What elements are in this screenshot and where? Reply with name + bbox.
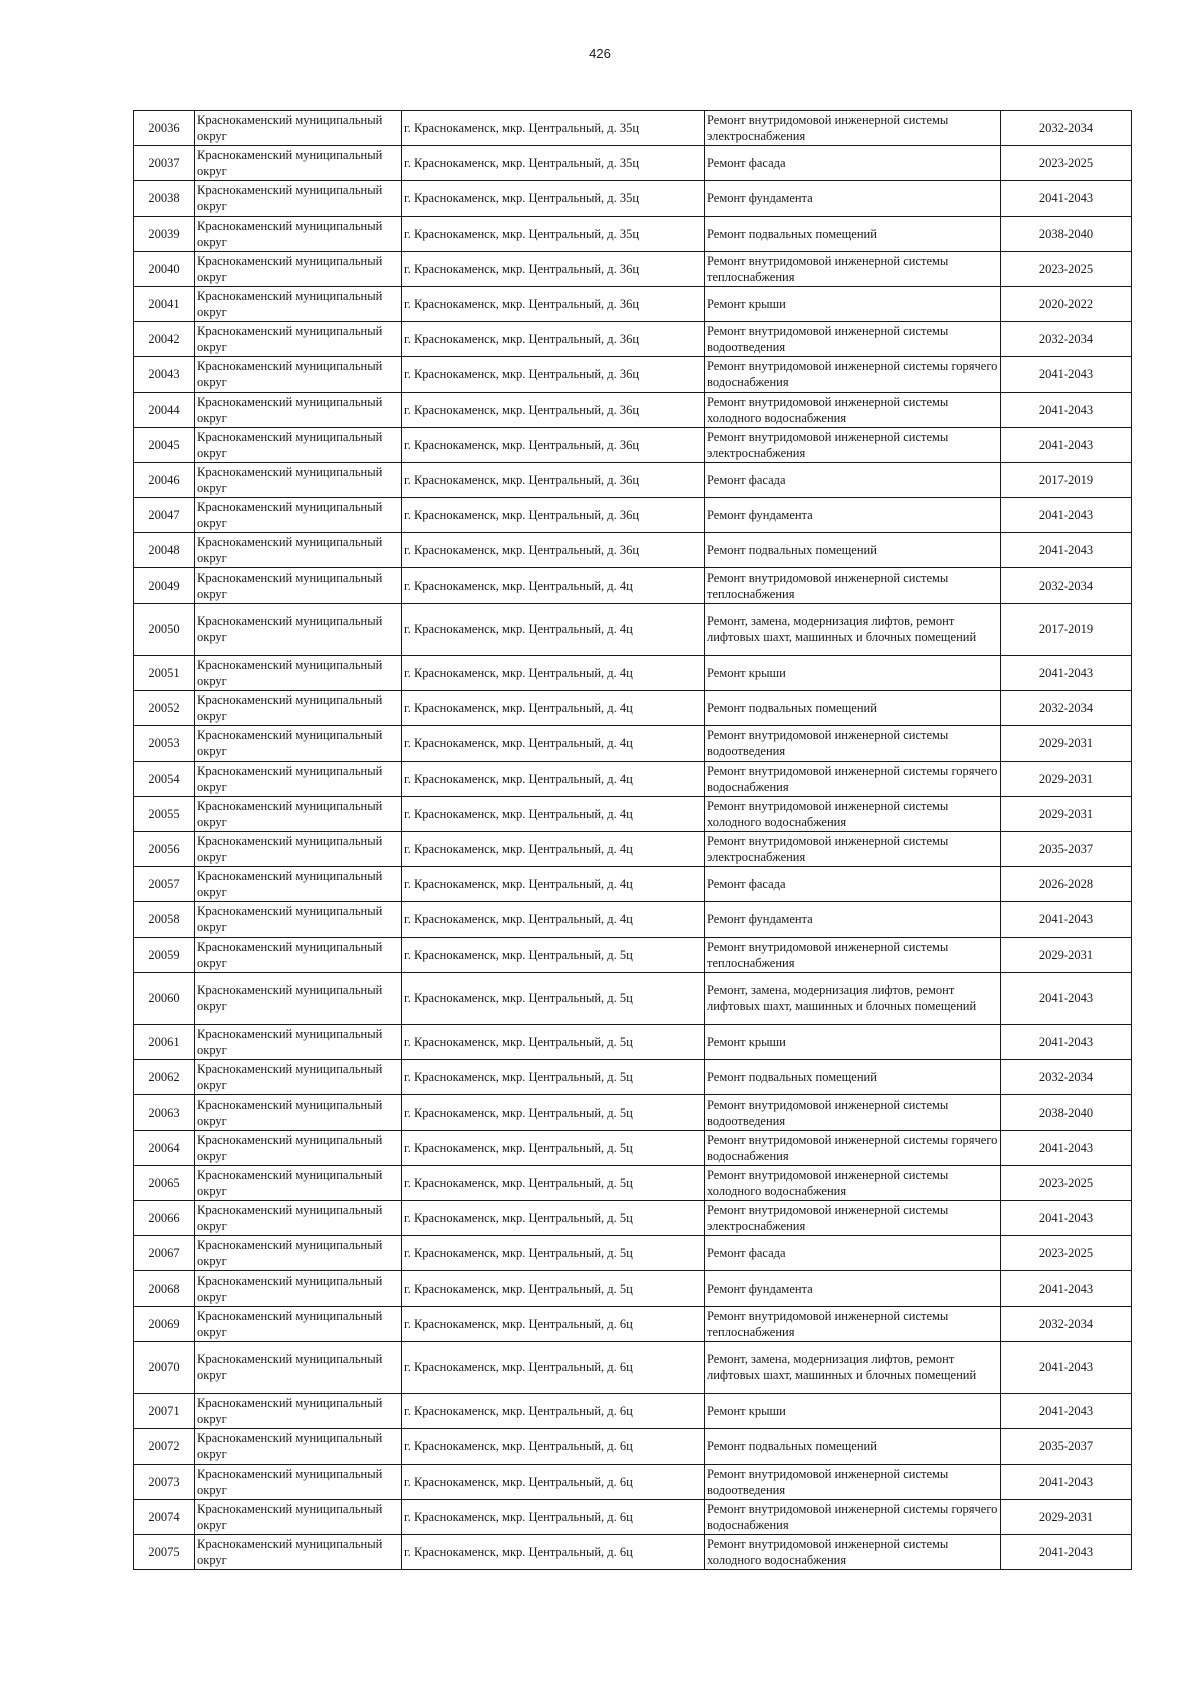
municipality-cell: Краснокаменский муниципальный округ [195, 498, 402, 533]
address-cell: г. Краснокаменск, мкр. Центральный, д. 5ц [402, 937, 705, 972]
period-cell: 2035-2037 [1001, 1429, 1132, 1464]
row-number-cell: 20073 [134, 1464, 195, 1499]
table-row [134, 427, 1132, 462]
table-row [134, 603, 1132, 655]
period-cell: 2017-2019 [1001, 603, 1132, 655]
row-number-cell: 20043 [134, 357, 195, 392]
table-row [134, 111, 1132, 146]
table-row [134, 867, 1132, 902]
row-number-cell: 20046 [134, 462, 195, 497]
table-row [134, 796, 1132, 831]
address-cell: г. Краснокаменск, мкр. Центральный, д. 6ц [402, 1534, 705, 1569]
row-number-cell: 20058 [134, 902, 195, 937]
address-cell: г. Краснокаменск, мкр. Центральный, д. 36ц [402, 286, 705, 321]
municipality-cell: Краснокаменский муниципальный округ [195, 867, 402, 902]
municipality-cell: Краснокаменский муниципальный округ [195, 568, 402, 603]
table-row [134, 1165, 1132, 1200]
row-number-cell: 20069 [134, 1306, 195, 1341]
row-number-cell: 20055 [134, 796, 195, 831]
table-row [134, 146, 1132, 181]
address-cell: г. Краснокаменск, мкр. Центральный, д. 6ц [402, 1394, 705, 1429]
table-row [134, 726, 1132, 761]
address-cell: г. Краснокаменск, мкр. Центральный, д. 5ц [402, 1095, 705, 1130]
row-number-cell: 20054 [134, 761, 195, 796]
address-cell: г. Краснокаменск, мкр. Центральный, д. 4ц [402, 761, 705, 796]
row-number-cell: 20063 [134, 1095, 195, 1130]
period-cell: 2041-2043 [1001, 498, 1132, 533]
period-cell: 2032-2034 [1001, 568, 1132, 603]
period-cell: 2041-2043 [1001, 1534, 1132, 1569]
registry-table [133, 110, 1132, 1570]
table-row [134, 251, 1132, 286]
municipality-cell: Краснокаменский муниципальный округ [195, 1165, 402, 1200]
work-type-cell: Ремонт внутридомовой инженерной системы горячего водоснабжения [705, 1130, 1001, 1165]
work-type-cell: Ремонт внутридомовой инженерной системы холодного водоснабжения [705, 392, 1001, 427]
address-cell: г. Краснокаменск, мкр. Центральный, д. 4ц [402, 831, 705, 866]
address-cell: г. Краснокаменск, мкр. Центральный, д. 5ц [402, 1025, 705, 1060]
address-cell: г. Краснокаменск, мкр. Центральный, д. 4ц [402, 656, 705, 691]
address-cell: г. Краснокаменск, мкр. Центральный, д. 5ц [402, 1236, 705, 1271]
work-type-cell: Ремонт внутридомовой инженерной системы горячего водоснабжения [705, 357, 1001, 392]
address-cell: г. Краснокаменск, мкр. Центральный, д. 35ц [402, 181, 705, 216]
period-cell: 2029-2031 [1001, 726, 1132, 761]
table-row [134, 831, 1132, 866]
municipality-cell: Краснокаменский муниципальный округ [195, 1095, 402, 1130]
municipality-cell: Краснокаменский муниципальный округ [195, 1306, 402, 1341]
address-cell: г. Краснокаменск, мкр. Центральный, д. 5ц [402, 1130, 705, 1165]
period-cell: 2032-2034 [1001, 322, 1132, 357]
municipality-cell: Краснокаменский муниципальный округ [195, 462, 402, 497]
work-type-cell: Ремонт внутридомовой инженерной системы электроснабжения [705, 111, 1001, 146]
table-row [134, 761, 1132, 796]
address-cell: г. Краснокаменск, мкр. Центральный, д. 35ц [402, 146, 705, 181]
period-cell: 2041-2043 [1001, 1201, 1132, 1236]
period-cell: 2041-2043 [1001, 392, 1132, 427]
row-number-cell: 20064 [134, 1130, 195, 1165]
period-cell: 2041-2043 [1001, 972, 1132, 1024]
table-row [134, 357, 1132, 392]
row-number-cell: 20037 [134, 146, 195, 181]
table-row [134, 972, 1132, 1024]
municipality-cell: Краснокаменский муниципальный округ [195, 726, 402, 761]
period-cell: 2041-2043 [1001, 1464, 1132, 1499]
municipality-cell: Краснокаменский муниципальный округ [195, 322, 402, 357]
address-cell: г. Краснокаменск, мкр. Центральный, д. 4ц [402, 726, 705, 761]
work-type-cell: Ремонт внутридомовой инженерной системы горячего водоснабжения [705, 761, 1001, 796]
address-cell: г. Краснокаменск, мкр. Центральный, д. 5ц [402, 1271, 705, 1306]
period-cell: 2035-2037 [1001, 831, 1132, 866]
table-row [134, 1271, 1132, 1306]
row-number-cell: 20036 [134, 111, 195, 146]
work-type-cell: Ремонт внутридомовой инженерной системы водоотведения [705, 1464, 1001, 1499]
row-number-cell: 20040 [134, 251, 195, 286]
period-cell: 2041-2043 [1001, 656, 1132, 691]
row-number-cell: 20062 [134, 1060, 195, 1095]
row-number-cell: 20075 [134, 1534, 195, 1569]
row-number-cell: 20050 [134, 603, 195, 655]
table-row [134, 286, 1132, 321]
period-cell: 2041-2043 [1001, 427, 1132, 462]
row-number-cell: 20061 [134, 1025, 195, 1060]
period-cell: 2038-2040 [1001, 1095, 1132, 1130]
municipality-cell: Краснокаменский муниципальный округ [195, 1341, 402, 1393]
municipality-cell: Краснокаменский муниципальный округ [195, 1025, 402, 1060]
registry-table-body [134, 111, 1132, 1570]
table-row [134, 656, 1132, 691]
row-number-cell: 20041 [134, 286, 195, 321]
table-row [134, 1060, 1132, 1095]
municipality-cell: Краснокаменский муниципальный округ [195, 796, 402, 831]
address-cell: г. Краснокаменск, мкр. Центральный, д. 36ц [402, 392, 705, 427]
work-type-cell: Ремонт внутридомовой инженерной системы холодного водоснабжения [705, 1165, 1001, 1200]
work-type-cell: Ремонт крыши [705, 656, 1001, 691]
table-row [134, 1429, 1132, 1464]
period-cell: 2017-2019 [1001, 462, 1132, 497]
address-cell: г. Краснокаменск, мкр. Центральный, д. 4ц [402, 902, 705, 937]
period-cell: 2023-2025 [1001, 146, 1132, 181]
row-number-cell: 20042 [134, 322, 195, 357]
row-number-cell: 20038 [134, 181, 195, 216]
work-type-cell: Ремонт, замена, модернизация лифтов, ремонт лифтовых шахт, машинных и блочных помещений [705, 603, 1001, 655]
address-cell: г. Краснокаменск, мкр. Центральный, д. 35ц [402, 111, 705, 146]
table-row [134, 937, 1132, 972]
address-cell: г. Краснокаменск, мкр. Центральный, д. 36ц [402, 322, 705, 357]
table-row [134, 322, 1132, 357]
work-type-cell: Ремонт подвальных помещений [705, 1060, 1001, 1095]
row-number-cell: 20044 [134, 392, 195, 427]
row-number-cell: 20068 [134, 1271, 195, 1306]
table-row [134, 498, 1132, 533]
row-number-cell: 20060 [134, 972, 195, 1024]
table-row [134, 462, 1132, 497]
municipality-cell: Краснокаменский муниципальный округ [195, 603, 402, 655]
address-cell: г. Краснокаменск, мкр. Центральный, д. 6ц [402, 1464, 705, 1499]
period-cell: 2029-2031 [1001, 1499, 1132, 1534]
municipality-cell: Краснокаменский муниципальный округ [195, 1534, 402, 1569]
municipality-cell: Краснокаменский муниципальный округ [195, 1429, 402, 1464]
period-cell: 2041-2043 [1001, 1271, 1132, 1306]
address-cell: г. Краснокаменск, мкр. Центральный, д. 4ц [402, 603, 705, 655]
table-row [134, 1534, 1132, 1569]
municipality-cell: Краснокаменский муниципальный округ [195, 286, 402, 321]
address-cell: г. Краснокаменск, мкр. Центральный, д. 6ц [402, 1306, 705, 1341]
period-cell: 2023-2025 [1001, 1236, 1132, 1271]
work-type-cell: Ремонт внутридомовой инженерной системы теплоснабжения [705, 251, 1001, 286]
municipality-cell: Краснокаменский муниципальный округ [195, 937, 402, 972]
address-cell: г. Краснокаменск, мкр. Центральный, д. 35ц [402, 216, 705, 251]
period-cell: 2041-2043 [1001, 357, 1132, 392]
address-cell: г. Краснокаменск, мкр. Центральный, д. 5ц [402, 972, 705, 1024]
period-cell: 2041-2043 [1001, 902, 1132, 937]
work-type-cell: Ремонт фасада [705, 146, 1001, 181]
table-row [134, 691, 1132, 726]
work-type-cell: Ремонт крыши [705, 1394, 1001, 1429]
work-type-cell: Ремонт фасада [705, 1236, 1001, 1271]
row-number-cell: 20048 [134, 533, 195, 568]
table-row [134, 1095, 1132, 1130]
municipality-cell: Краснокаменский муниципальный округ [195, 761, 402, 796]
municipality-cell: Краснокаменский муниципальный округ [195, 1201, 402, 1236]
period-cell: 2032-2034 [1001, 691, 1132, 726]
municipality-cell: Краснокаменский муниципальный округ [195, 1060, 402, 1095]
row-number-cell: 20057 [134, 867, 195, 902]
period-cell: 2041-2043 [1001, 533, 1132, 568]
work-type-cell: Ремонт внутридомовой инженерной системы электроснабжения [705, 427, 1001, 462]
period-cell: 2032-2034 [1001, 1306, 1132, 1341]
work-type-cell: Ремонт фундамента [705, 498, 1001, 533]
address-cell: г. Краснокаменск, мкр. Центральный, д. 5ц [402, 1165, 705, 1200]
table-row [134, 1025, 1132, 1060]
work-type-cell: Ремонт внутридомовой инженерной системы теплоснабжения [705, 1306, 1001, 1341]
period-cell: 2038-2040 [1001, 216, 1132, 251]
municipality-cell: Краснокаменский муниципальный округ [195, 533, 402, 568]
address-cell: г. Краснокаменск, мкр. Центральный, д. 6ц [402, 1499, 705, 1534]
row-number-cell: 20059 [134, 937, 195, 972]
address-cell: г. Краснокаменск, мкр. Центральный, д. 36ц [402, 462, 705, 497]
table-row [134, 1499, 1132, 1534]
municipality-cell: Краснокаменский муниципальный округ [195, 427, 402, 462]
table-row [134, 533, 1132, 568]
work-type-cell: Ремонт внутридомовой инженерной системы холодного водоснабжения [705, 796, 1001, 831]
work-type-cell: Ремонт подвальных помещений [705, 533, 1001, 568]
period-cell: 2023-2025 [1001, 251, 1132, 286]
address-cell: г. Краснокаменск, мкр. Центральный, д. 4ц [402, 796, 705, 831]
work-type-cell: Ремонт внутридомовой инженерной системы теплоснабжения [705, 568, 1001, 603]
period-cell: 2023-2025 [1001, 1165, 1132, 1200]
work-type-cell: Ремонт подвальных помещений [705, 216, 1001, 251]
row-number-cell: 20070 [134, 1341, 195, 1393]
work-type-cell: Ремонт внутридомовой инженерной системы холодного водоснабжения [705, 1534, 1001, 1569]
row-number-cell: 20072 [134, 1429, 195, 1464]
work-type-cell: Ремонт внутридомовой инженерной системы теплоснабжения [705, 937, 1001, 972]
work-type-cell: Ремонт подвальных помещений [705, 1429, 1001, 1464]
work-type-cell: Ремонт внутридомовой инженерной системы горячего водоснабжения [705, 1499, 1001, 1534]
municipality-cell: Краснокаменский муниципальный округ [195, 1394, 402, 1429]
table-row [134, 1341, 1132, 1393]
table-row [134, 1306, 1132, 1341]
municipality-cell: Краснокаменский муниципальный округ [195, 1236, 402, 1271]
period-cell: 2029-2031 [1001, 761, 1132, 796]
municipality-cell: Краснокаменский муниципальный округ [195, 181, 402, 216]
table-row [134, 392, 1132, 427]
work-type-cell: Ремонт крыши [705, 1025, 1001, 1060]
page-number: 426 [589, 46, 611, 61]
row-number-cell: 20066 [134, 1201, 195, 1236]
municipality-cell: Краснокаменский муниципальный округ [195, 146, 402, 181]
municipality-cell: Краснокаменский муниципальный округ [195, 1130, 402, 1165]
period-cell: 2029-2031 [1001, 796, 1132, 831]
table-row [134, 568, 1132, 603]
municipality-cell: Краснокаменский муниципальный округ [195, 972, 402, 1024]
work-type-cell: Ремонт внутридомовой инженерной системы водоотведения [705, 322, 1001, 357]
address-cell: г. Краснокаменск, мкр. Центральный, д. 6ц [402, 1341, 705, 1393]
period-cell: 2041-2043 [1001, 1394, 1132, 1429]
row-number-cell: 20047 [134, 498, 195, 533]
row-number-cell: 20074 [134, 1499, 195, 1534]
municipality-cell: Краснокаменский муниципальный округ [195, 1271, 402, 1306]
municipality-cell: Краснокаменский муниципальный округ [195, 251, 402, 286]
address-cell: г. Краснокаменск, мкр. Центральный, д. 4ц [402, 691, 705, 726]
address-cell: г. Краснокаменск, мкр. Центральный, д. 36ц [402, 251, 705, 286]
address-cell: г. Краснокаменск, мкр. Центральный, д. 36ц [402, 533, 705, 568]
address-cell: г. Краснокаменск, мкр. Центральный, д. 36ц [402, 498, 705, 533]
period-cell: 2041-2043 [1001, 1130, 1132, 1165]
address-cell: г. Краснокаменск, мкр. Центральный, д. 36ц [402, 357, 705, 392]
row-number-cell: 20056 [134, 831, 195, 866]
work-type-cell: Ремонт фундамента [705, 181, 1001, 216]
municipality-cell: Краснокаменский муниципальный округ [195, 831, 402, 866]
municipality-cell: Краснокаменский муниципальный округ [195, 656, 402, 691]
table-row [134, 1394, 1132, 1429]
address-cell: г. Краснокаменск, мкр. Центральный, д. 4ц [402, 867, 705, 902]
period-cell: 2041-2043 [1001, 181, 1132, 216]
table-row [134, 902, 1132, 937]
address-cell: г. Краснокаменск, мкр. Центральный, д. 5ц [402, 1201, 705, 1236]
table-row [134, 1236, 1132, 1271]
table-row [134, 1201, 1132, 1236]
row-number-cell: 20052 [134, 691, 195, 726]
period-cell: 2041-2043 [1001, 1025, 1132, 1060]
period-cell: 2032-2034 [1001, 111, 1132, 146]
address-cell: г. Краснокаменск, мкр. Центральный, д. 36ц [402, 427, 705, 462]
table-row [134, 216, 1132, 251]
work-type-cell: Ремонт фундамента [705, 902, 1001, 937]
table-row [134, 181, 1132, 216]
row-number-cell: 20071 [134, 1394, 195, 1429]
municipality-cell: Краснокаменский муниципальный округ [195, 691, 402, 726]
work-type-cell: Ремонт фундамента [705, 1271, 1001, 1306]
municipality-cell: Краснокаменский муниципальный округ [195, 902, 402, 937]
period-cell: 2026-2028 [1001, 867, 1132, 902]
municipality-cell: Краснокаменский муниципальный округ [195, 392, 402, 427]
row-number-cell: 20045 [134, 427, 195, 462]
work-type-cell: Ремонт фасада [705, 867, 1001, 902]
work-type-cell: Ремонт, замена, модернизация лифтов, ремонт лифтовых шахт, машинных и блочных помещений [705, 1341, 1001, 1393]
row-number-cell: 20049 [134, 568, 195, 603]
municipality-cell: Краснокаменский муниципальный округ [195, 357, 402, 392]
period-cell: 2020-2022 [1001, 286, 1132, 321]
row-number-cell: 20053 [134, 726, 195, 761]
work-type-cell: Ремонт внутридомовой инженерной системы водоотведения [705, 1095, 1001, 1130]
municipality-cell: Краснокаменский муниципальный округ [195, 1464, 402, 1499]
municipality-cell: Краснокаменский муниципальный округ [195, 216, 402, 251]
work-type-cell: Ремонт крыши [705, 286, 1001, 321]
table-row [134, 1464, 1132, 1499]
municipality-cell: Краснокаменский муниципальный округ [195, 111, 402, 146]
work-type-cell: Ремонт внутридомовой инженерной системы электроснабжения [705, 1201, 1001, 1236]
row-number-cell: 20065 [134, 1165, 195, 1200]
work-type-cell: Ремонт подвальных помещений [705, 691, 1001, 726]
period-cell: 2041-2043 [1001, 1341, 1132, 1393]
row-number-cell: 20051 [134, 656, 195, 691]
row-number-cell: 20067 [134, 1236, 195, 1271]
period-cell: 2029-2031 [1001, 937, 1132, 972]
work-type-cell: Ремонт, замена, модернизация лифтов, ремонт лифтовых шахт, машинных и блочных помещений [705, 972, 1001, 1024]
period-cell: 2032-2034 [1001, 1060, 1132, 1095]
work-type-cell: Ремонт фасада [705, 462, 1001, 497]
table-row [134, 1130, 1132, 1165]
work-type-cell: Ремонт внутридомовой инженерной системы водоотведения [705, 726, 1001, 761]
address-cell: г. Краснокаменск, мкр. Центральный, д. 6ц [402, 1429, 705, 1464]
municipality-cell: Краснокаменский муниципальный округ [195, 1499, 402, 1534]
row-number-cell: 20039 [134, 216, 195, 251]
address-cell: г. Краснокаменск, мкр. Центральный, д. 5ц [402, 1060, 705, 1095]
address-cell: г. Краснокаменск, мкр. Центральный, д. 4ц [402, 568, 705, 603]
work-type-cell: Ремонт внутридомовой инженерной системы электроснабжения [705, 831, 1001, 866]
